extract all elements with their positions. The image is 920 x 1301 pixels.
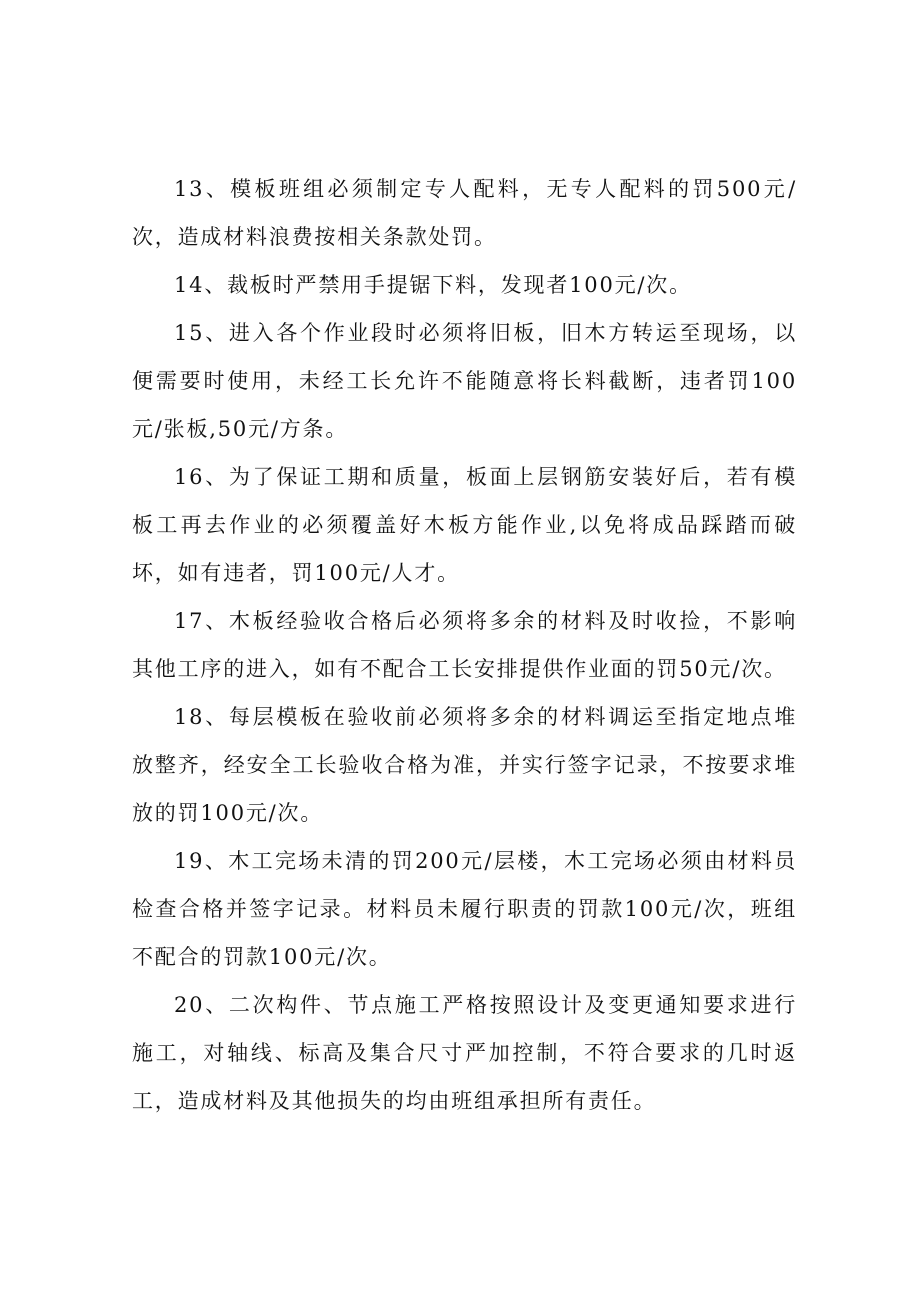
paragraph-19: 19、木工完场未清的罚200元/层楼，木工完场必须由材料员检查合格并签字记录。材料员未履行职责的罚款100元/次，班组不配合的罚款100元/次。	[132, 849, 797, 969]
paragraph-13: 13、模板班组必须制定专人配料，无专人配料的罚500元/次，造成材料浪费按相关条款处罚。	[132, 177, 797, 249]
paragraph-20: 20、二次构件、节点施工严格按照设计及变更通知要求进行施工，对轴线、标高及集合尺寸严加控制，不符合要求的几时返工，造成材料及其他损失的均由班组承担所有责任。	[132, 993, 797, 1113]
paragraph-14: 14、裁板时严禁用手提锯下料，发现者100元/次。	[174, 273, 692, 297]
paragraph-16: 16、为了保证工期和质量，板面上层钢筋安装好后，若有模板工再去作业的必须覆盖好木板方能作业,以免将成品踩踏而破坏，如有违者，罚100元/人才。	[132, 465, 797, 585]
paragraph-17: 17、木板经验收合格后必须将多余的材料及时收捡，不影响其他工序的进入，如有不配合工长安排提供作业面的罚50元/次。	[132, 609, 797, 681]
paragraph-15: 15、进入各个作业段时必须将旧板，旧木方转运至现场，以便需要时使用，未经工长允许不能随意将长料截断，违者罚100元/张板,50元/方条。	[132, 321, 797, 441]
document-body	[132, 165, 797, 1125]
paragraph-18: 18、每层模板在验收前必须将多余的材料调运至指定地点堆放整齐，经安全工长验收合格为准，并实行签字记录，不按要求堆放的罚100元/次。	[132, 705, 797, 825]
